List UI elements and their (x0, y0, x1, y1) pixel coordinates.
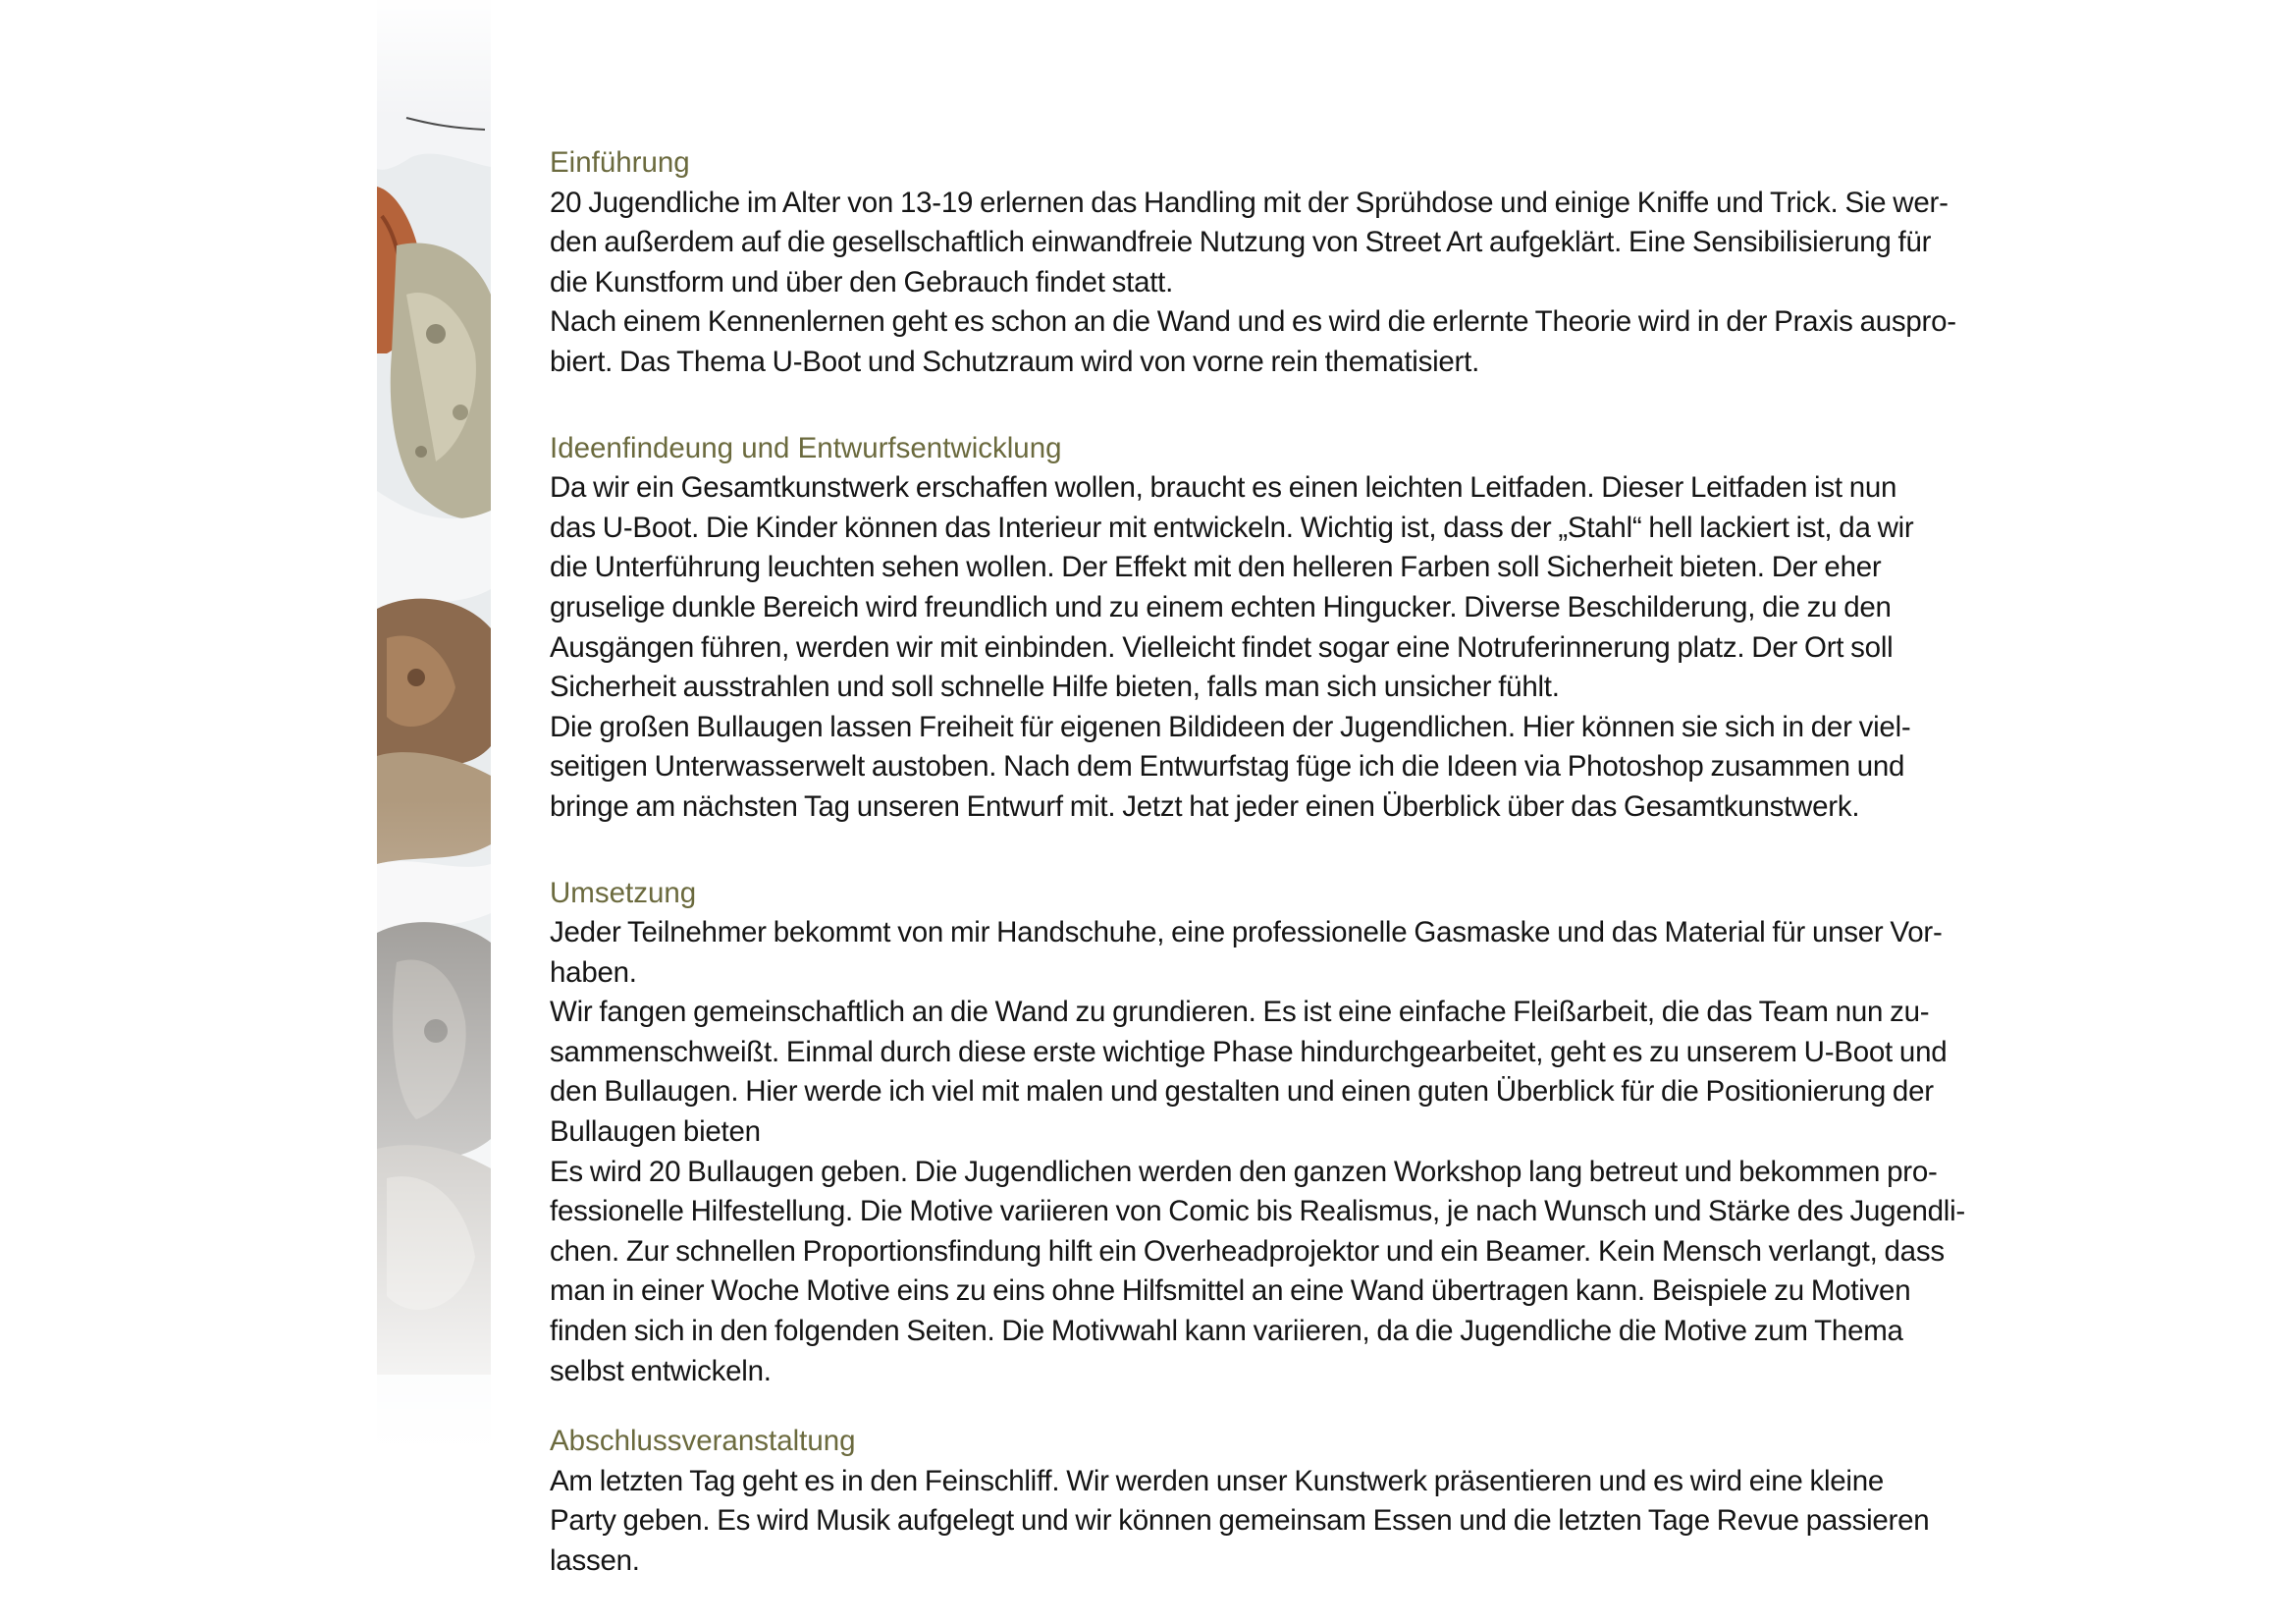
text-line: Es wird 20 Bullaugen geben. Die Jugendlichen werden den ganzen Workshop lang betreut und bekommen pro- (550, 1155, 1938, 1188)
text-line: Da wir ein Gesamtkunstwerk erschaffen wollen, braucht es einen leichten Leitfaden. Dieser Leitfaden ist nun (550, 471, 1897, 505)
text-line: den außerdem auf die gesellschaftlich einwandfreie Nutzung von Street Art aufgeklärt. Eine Sensibilisierung für (550, 226, 1932, 259)
paragraph (550, 993, 2071, 1152)
section-heading: Abschlussveranstaltung (550, 1425, 856, 1458)
section-heading: Umsetzung (550, 876, 697, 909)
text-line: sammenschweißt. Einmal durch diese erste wichtige Phase hindurchgearbeitet, geht es zu unserem U-Boot und (550, 1035, 1948, 1068)
text-line: Jeder Teilnehmer bekommt von mir Handschuhe, eine professionelle Gasmaske und das Material für unser Vor- (550, 916, 1943, 949)
text-line: 20 Jugendliche im Alter von 13-19 erlernen das Handling mit der Sprühdose und einige Kniffe und Trick. Sie wer- (550, 186, 1949, 219)
text-line: biert. Das Thema U-Boot und Schutzraum wird von vorne rein thematisiert. (550, 345, 1480, 378)
text-line: das U-Boot. Die Kinder können das Interieur mit entwickeln. Wichtig ist, dass der „Stahl“ hell lackiert ist, da wir (550, 511, 1914, 544)
text-line: bringe am nächsten Tag unseren Entwurf mit. Jetzt hat jeder einen Überblick über das Gesamtkunstwerk. (550, 789, 1860, 823)
text-line: haben. (550, 955, 637, 989)
text-line: die Unterführung leuchten sehen wollen. Der Effekt mit den helleren Farben soll Sicherheit bieten. Der eher (550, 551, 1882, 584)
text-line: Party geben. Es wird Musik aufgelegt und wir können gemeinsam Essen und die letzten Tage Revue passieren (550, 1504, 1930, 1538)
text-line: selbst entwickeln. (550, 1354, 772, 1387)
paragraph (550, 1462, 2071, 1582)
section-heading: Einführung (550, 146, 690, 179)
text-line: seitigen Unterwasserwelt austoben. Nach dem Entwurfstag füge ich die Ideen via Photoshop zusammen und (550, 750, 1905, 784)
paragraph (550, 1153, 2071, 1392)
paragraph (550, 302, 2071, 382)
text-line: Am letzten Tag geht es in den Feinschliff. Wir werden unser Kunstwerk präsentieren und es wird eine kleine (550, 1464, 1885, 1497)
paragraph (550, 468, 2071, 708)
paragraph (550, 913, 2071, 993)
text-line: Nach einem Kennenlernen geht es schon an die Wand und es wird die erlernte Theorie wird in der Praxis auspro- (550, 305, 1956, 339)
text-line: Wir fangen gemeinschaftlich an die Wand zu grundieren. Es ist eine einfache Fleißarbeit, die das Team nun zu- (550, 996, 1930, 1029)
section-umsetzung (550, 874, 2071, 1392)
section-ideenfindung (550, 429, 2071, 828)
text-line: Die großen Bullaugen lassen Freiheit für eigenen Bildideen der Jugendlichen. Hier können sie sich in der viel- (550, 710, 1911, 743)
text-line: Ausgängen führen, werden wir mit einbinden. Vielleicht findet sogar eine Notruferinnerung platz. Der Ort soll (550, 630, 1894, 664)
text-line: chen. Zur schnellen Proportionsfindung hilft ein Overheadprojektor und ein Beamer. Kein Mensch verlangt, dass (550, 1234, 1945, 1268)
section-einfuehrung (550, 143, 2071, 383)
text-line: finden sich in den folgenden Seiten. Die Motivwahl kann variieren, da die Jugendliche die Motive zum Thema (550, 1315, 1903, 1348)
main-content (550, 143, 2071, 1582)
text-line: die Kunstform und über den Gebrauch findet statt. (550, 265, 1174, 298)
text-line: Sicherheit ausstrahlen und soll schnelle Hilfe bieten, falls man sich unsicher fühlt. (550, 671, 1560, 704)
stone-wall-decoration (377, 0, 491, 1453)
section-abschlussveranstaltung (550, 1422, 2071, 1581)
text-line: den Bullaugen. Hier werde ich viel mit malen und gestalten und einen guten Überblick für die Positionierung der (550, 1075, 1934, 1109)
text-line: lassen. (550, 1544, 640, 1577)
text-line: man in einer Woche Motive eins zu eins ohne Hilfsmittel an eine Wand übertragen kann. Beispiele zu Motiven (550, 1274, 1911, 1308)
text-line: gruselige dunkle Bereich wird freundlich und zu einem echten Hingucker. Diverse Beschilderung, die zu den (550, 590, 1892, 623)
text-line: Bullaugen bieten (550, 1115, 761, 1149)
text-line: fessionelle Hilfestellung. Die Motive variieren von Comic bis Realismus, je nach Wunsch und Stärke des Jugendli- (550, 1195, 1965, 1228)
paragraph (550, 708, 2071, 828)
section-heading: Ideenfindeung und Entwurfsentwicklung (550, 431, 1062, 464)
paragraph (550, 184, 2071, 303)
